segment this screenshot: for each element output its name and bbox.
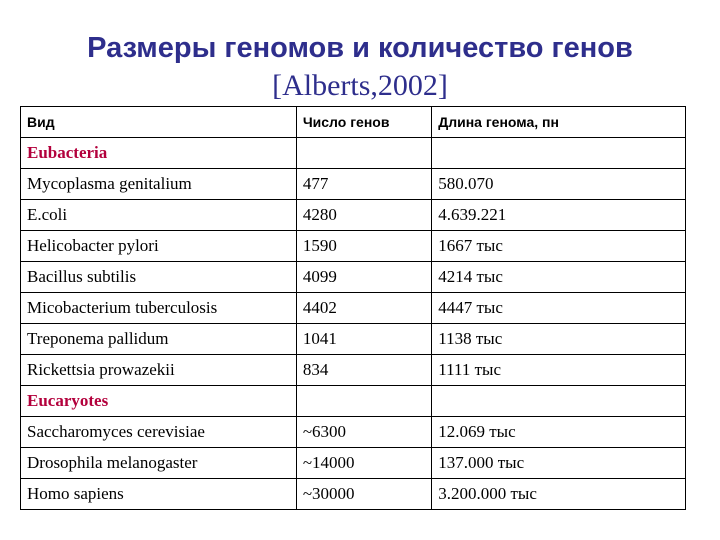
empty-cell xyxy=(432,386,686,417)
species-cell: E.coli xyxy=(21,200,297,231)
group-name: Eubacteria xyxy=(21,138,297,169)
species-cell: Micobacterium tuberculosis xyxy=(21,293,297,324)
table-row xyxy=(21,169,686,200)
species-cell: Helicobacter pylori xyxy=(21,231,297,262)
empty-cell xyxy=(296,138,431,169)
empty-cell xyxy=(296,386,431,417)
species-cell: Bacillus subtilis xyxy=(21,262,297,293)
species-cell: Rickettsia prowazekii xyxy=(21,355,297,386)
gene-count-cell: 1041 xyxy=(296,324,431,355)
table-row xyxy=(21,231,686,262)
table-row xyxy=(21,448,686,479)
table-header-row xyxy=(21,107,686,138)
table-row xyxy=(21,479,686,510)
header-species: Вид xyxy=(21,107,297,138)
group-name: Eucaryotes xyxy=(21,386,297,417)
gene-count-cell: ~30000 xyxy=(296,479,431,510)
genome-length-cell: 4447 тыс xyxy=(432,293,686,324)
group-row xyxy=(21,386,686,417)
table-row xyxy=(21,355,686,386)
table-row xyxy=(21,324,686,355)
species-cell: Homo sapiens xyxy=(21,479,297,510)
table-row xyxy=(21,293,686,324)
gene-count-cell: 4402 xyxy=(296,293,431,324)
empty-cell xyxy=(432,138,686,169)
slide-subtitle: [Alberts,2002] xyxy=(272,69,448,102)
genome-length-cell: 1138 тыс xyxy=(432,324,686,355)
genome-length-cell: 4214 тыс xyxy=(432,262,686,293)
table-row xyxy=(21,262,686,293)
genome-length-cell: 1111 тыс xyxy=(432,355,686,386)
species-cell: Saccharomyces cerevisiae xyxy=(21,417,297,448)
header-genome-length: Длина генома, пн xyxy=(432,107,686,138)
gene-count-cell: ~6300 xyxy=(296,417,431,448)
genome-length-cell: 4.639.221 xyxy=(432,200,686,231)
table-row xyxy=(21,200,686,231)
table-row xyxy=(21,417,686,448)
header-gene-count: Число генов xyxy=(296,107,431,138)
species-cell: Mycoplasma genitalium xyxy=(21,169,297,200)
gene-count-cell: 477 xyxy=(296,169,431,200)
genome-table xyxy=(20,106,686,510)
gene-count-cell: 834 xyxy=(296,355,431,386)
group-row xyxy=(21,138,686,169)
gene-count-cell: 4280 xyxy=(296,200,431,231)
genome-length-cell: 3.200.000 тыс xyxy=(432,479,686,510)
genome-length-cell: 137.000 тыс xyxy=(432,448,686,479)
gene-count-cell: ~14000 xyxy=(296,448,431,479)
gene-count-cell: 4099 xyxy=(296,262,431,293)
genome-length-cell: 580.070 xyxy=(432,169,686,200)
species-cell: Drosophila melanogaster xyxy=(21,448,297,479)
genome-length-cell: 1667 тыс xyxy=(432,231,686,262)
species-cell: Treponema pallidum xyxy=(21,324,297,355)
slide-title: Размеры геномов и количество генов xyxy=(87,32,633,64)
gene-count-cell: 1590 xyxy=(296,231,431,262)
genome-length-cell: 12.069 тыс xyxy=(432,417,686,448)
